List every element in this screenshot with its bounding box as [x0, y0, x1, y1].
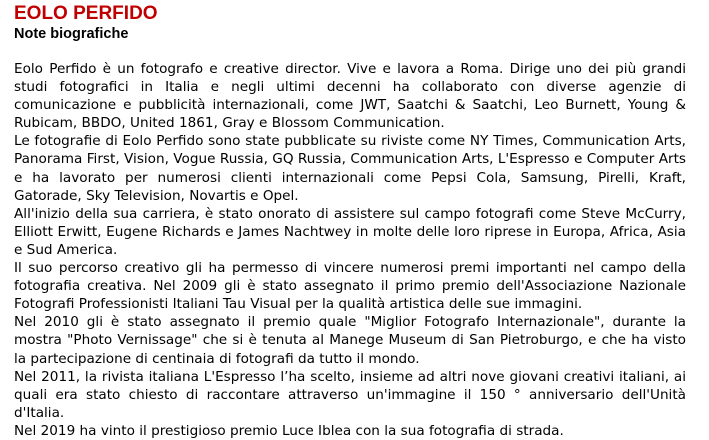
- bio-paragraph-2011: Nel 2011, la rivista italiana L'Espresso l’ha scelto, insieme ad altri nove giovani creativi italiani, ai quali era stato chiesto di raccontare attraverso un'immagine il 150 ° anniversario dell'Unità d'Italia.: [14, 368, 686, 421]
- bio-paragraph-awards: Il suo percorso creativo gli ha permesso di vincere numerosi premi importanti nel campo della fotografia creativa. Nel 2009 gli è stato assegnato il primo premio dell'Associazione Nazionale Fotografi Professionisti Italiani Tau Visual per la qualità artistica delle sue immagini.: [14, 260, 686, 313]
- biography-text: [14, 60, 686, 440]
- bio-paragraph-2019: Nel 2019 ha vinto il prestigioso premio Luce Iblea con la sua fotografia di strada.: [14, 422, 564, 439]
- bio-paragraph-career-start: All'inizio della sua carriera, è stato onorato di assistere sul campo fotografi come Steve McCurry, Elliott Erwitt, Eugene Richards e James Nachtwey in molte delle loro riprese in Europa, Africa, Asia e Sud America.: [14, 205, 686, 258]
- bio-paragraph-2010: Nel 2010 gli è stato assegnato il premio quale "Miglior Fotografo Internazionale", durante la mostra "Photo Vernissage" che si è tenuta al Manege Museum di San Pietroburgo, e che ha visto la partecipazione di centinaia di fotografi da tutto il mondo.: [14, 314, 686, 367]
- bio-paragraph-intro: Eolo Perfido è un fotografo e creative director. Vive e lavora a Roma. Dirige uno dei più grandi studi fotografici in Italia e negli ultimi decenni ha collaborato con diverse agenzie di comunicazione e pubblicità internazionali, come JWT, Saatchi & Saatchi, Leo Burnett, Young & Rubicam, BBDO, United 1861, Gray e Blossom Communication.: [14, 61, 686, 132]
- page-title: EOLO PERFIDO: [14, 3, 158, 24]
- bio-paragraph-publications: Le fotografie di Eolo Perfido sono state pubblicate su riviste come NY Times, Communication Arts, Panorama First, Vision, Vogue Russia, GQ Russia, Communication Arts, L'Espresso e Computer Arts e ha lavorato per numerosi clienti internazionali come Pepsi Cola, Samsung, Pirelli, Kraft, Gatorade, Sky Television, Novartis e Opel.: [14, 133, 686, 204]
- biography-page: [14, 4, 686, 440]
- page-subtitle: Note biografiche: [14, 26, 129, 42]
